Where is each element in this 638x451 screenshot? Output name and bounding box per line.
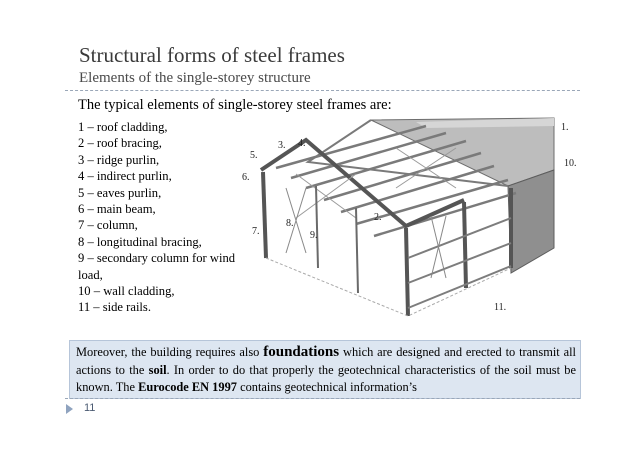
element-item: 1 – roof cladding, bbox=[78, 120, 168, 134]
page-number: 11 bbox=[84, 402, 96, 414]
callout-11: 11. bbox=[494, 302, 507, 313]
slide-subtitle: Elements of the single-storey structure bbox=[79, 70, 311, 86]
element-item: 9 – secondary column for wind load, bbox=[78, 251, 236, 282]
note-text: contains geotechnical information’s bbox=[236, 380, 417, 395]
intro-text: The typical elements of single-storey steel frames are: bbox=[78, 97, 392, 113]
element-item: 3 – ridge purlin, bbox=[78, 152, 160, 167]
note-text: . In order to do that properly the geotechnical characteristics of the soil must be known. The bbox=[76, 362, 576, 395]
callout-1: 1. bbox=[561, 122, 569, 133]
element-item: 4 – indirect purlin, bbox=[78, 169, 172, 184]
callout-3: 3. bbox=[278, 140, 286, 151]
foundations-note bbox=[76, 344, 576, 397]
element-item: 7 – column, bbox=[78, 218, 138, 233]
element-item: 8 – longitudinal bracing, bbox=[78, 234, 202, 249]
callout-6: 6. bbox=[242, 172, 250, 183]
side-rails bbox=[408, 218, 511, 308]
steel-frame-drawing bbox=[236, 108, 586, 333]
element-item: 5 – eaves purlin, bbox=[78, 185, 162, 200]
callout-10: 10. bbox=[564, 158, 577, 169]
note-soil: soil bbox=[148, 362, 167, 377]
element-item: 2 – roof bracing, bbox=[78, 136, 162, 151]
callout-2: 2. bbox=[374, 212, 382, 223]
element-list bbox=[78, 119, 238, 316]
element-item: 11 – side rails. bbox=[78, 300, 151, 315]
column-lines bbox=[263, 172, 511, 316]
element-item: 10 – wall cladding, bbox=[78, 284, 175, 299]
callout-8: 8. bbox=[286, 218, 294, 229]
callout-5: 5. bbox=[250, 150, 258, 161]
element-item: 6 – main beam, bbox=[78, 202, 156, 217]
note-eurocode: Eurocode EN 1997 bbox=[138, 380, 237, 395]
callout-4: 4. bbox=[298, 138, 306, 149]
note-foundations: foundations bbox=[263, 344, 340, 360]
callout-7: 7. bbox=[252, 226, 260, 237]
slide-title: Structural forms of steel frames bbox=[79, 43, 345, 67]
wall-cladding-shape bbox=[508, 170, 554, 273]
footer-divider bbox=[65, 398, 580, 399]
callout-9: 9. bbox=[310, 230, 318, 241]
title-divider bbox=[65, 90, 580, 91]
note-text: Moreover, the building requires also bbox=[76, 345, 264, 359]
note-text: which are designed and erected to transmit all actions to the bbox=[76, 345, 576, 377]
footer-marker-icon bbox=[66, 404, 73, 414]
